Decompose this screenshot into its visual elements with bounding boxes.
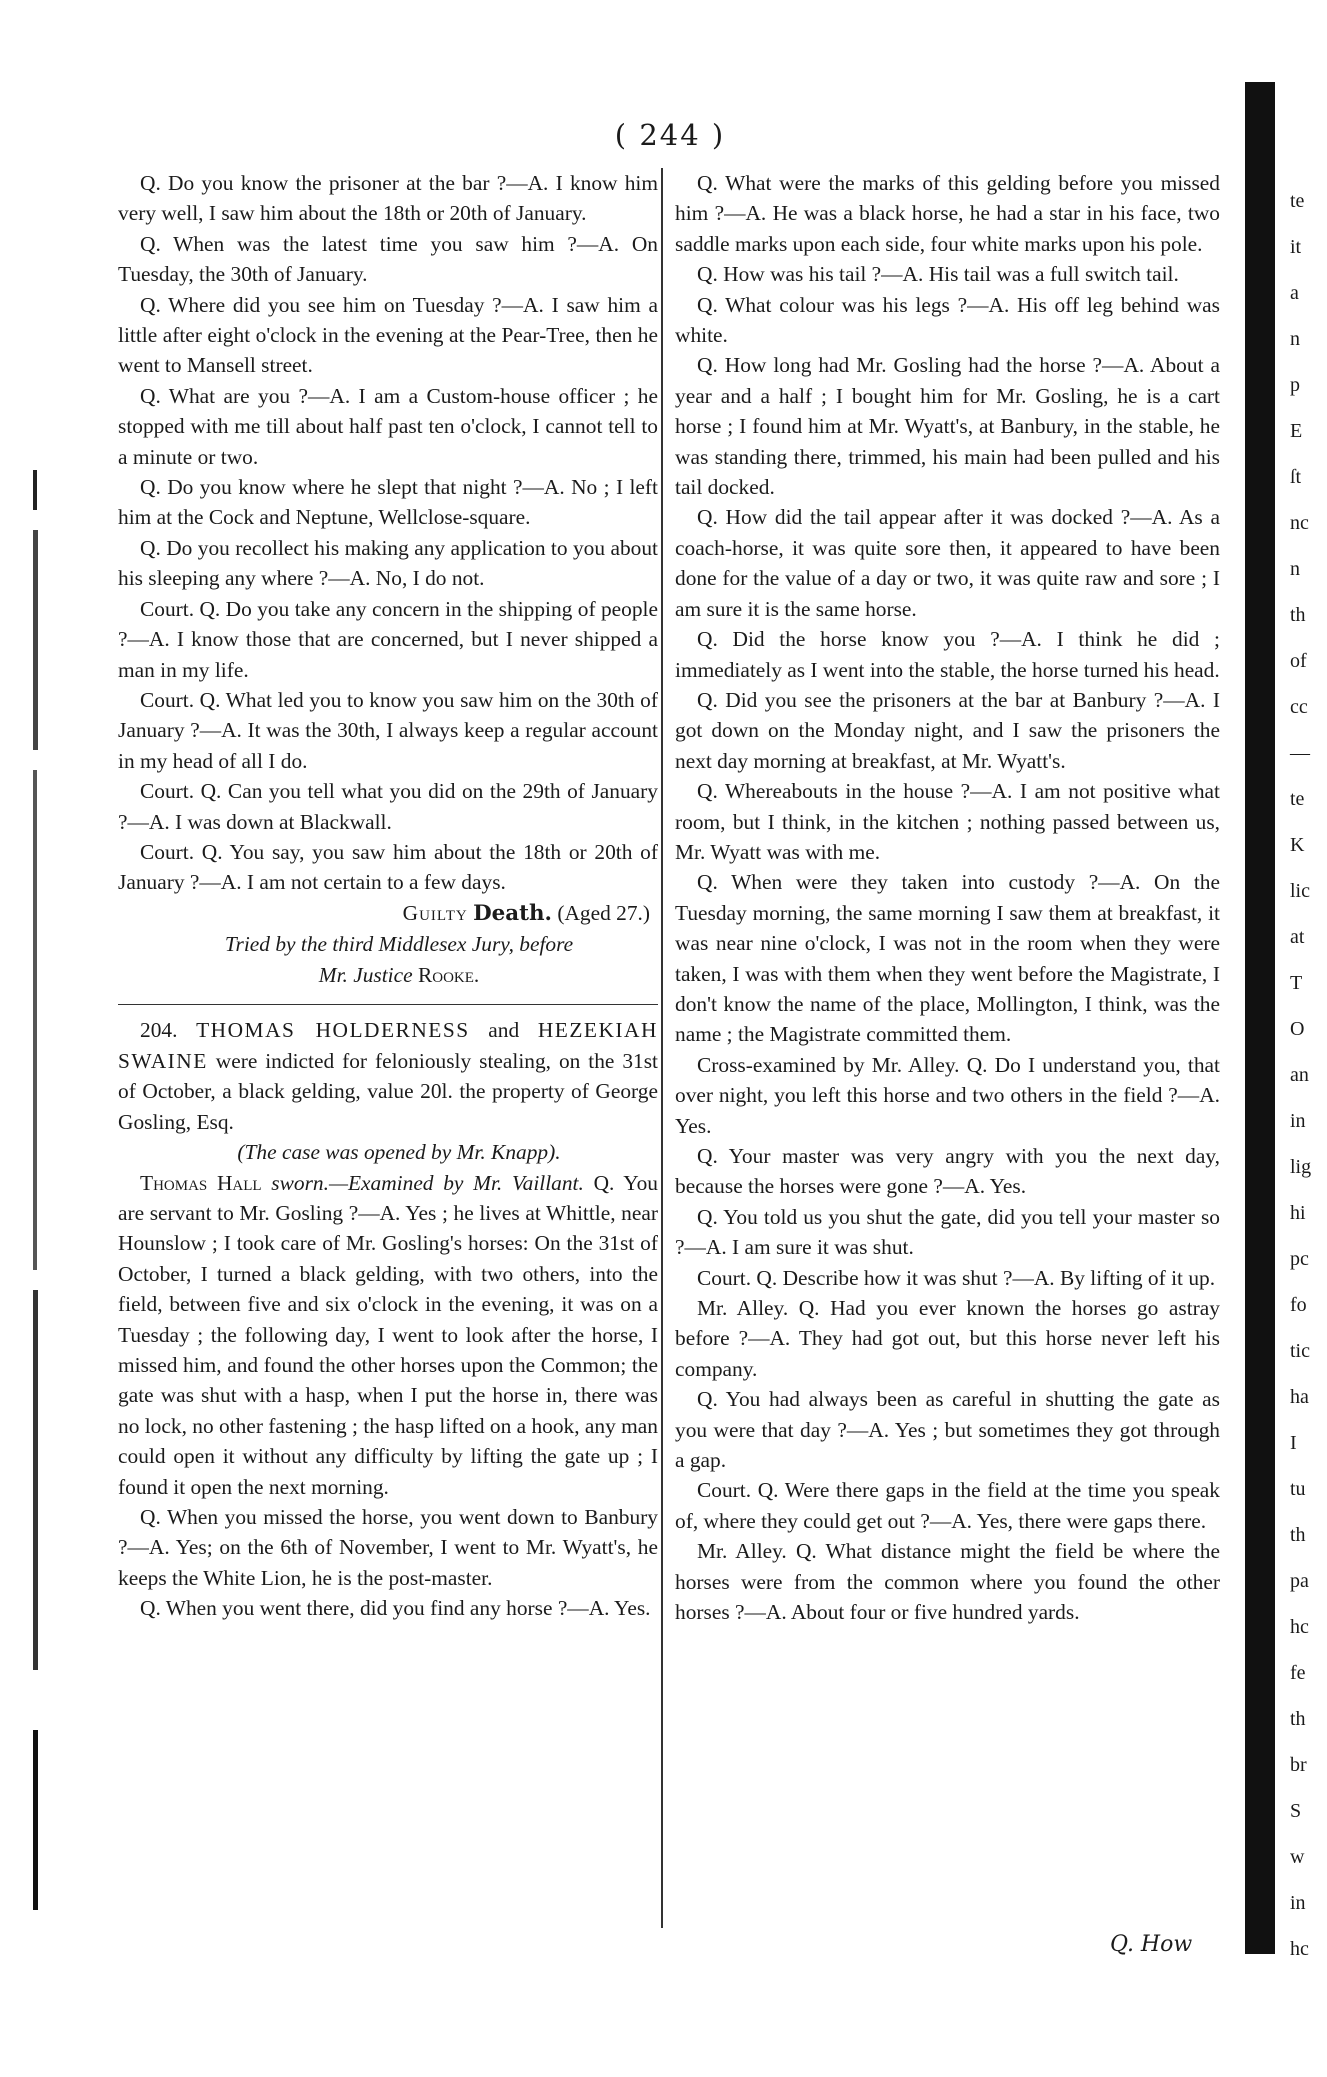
margin-fragment-21: lig <box>1290 1156 1312 1178</box>
catchword: Q. How <box>1110 1932 1193 1957</box>
margin-fragment-23: pc <box>1290 1248 1309 1270</box>
margin-fragment-16: at <box>1290 926 1305 948</box>
margin-fragment-13: te <box>1290 788 1305 810</box>
margin-fragment-15: lic <box>1290 880 1310 902</box>
margin-fragment-30: pa <box>1290 1570 1309 1592</box>
left-paragraphs-2 <box>118 1502 658 1624</box>
witness-sworn: sworn.—Examined by Mr. Vaillant. <box>271 1170 584 1195</box>
margin-fragment-0: te <box>1290 190 1305 212</box>
right-paragraph-8: Q. When were they taken into custody ?—A. On the Tuesday morning, the same morning I saw them at breakfast, it was near nine o'clock, I was not in the room when they were taken, I was with them when they went before the Magistrate, I don't know the name of the place, Mollington, I think, was the name ; the Magistrate committed them. <box>675 870 1220 1047</box>
right-paragraph-0: Q. What were the marks of this gelding before you missed him ?—A. He was a black horse, he had a star in his face, two saddle marks upon each side, four white marks upon his pole. <box>675 171 1220 256</box>
case-heading <box>118 1015 658 1137</box>
margin-fragment-34: br <box>1290 1754 1307 1776</box>
right-paragraph-11: Q. You told us you shut the gate, did you tell your master so ?—A. I am sure it was shut. <box>675 1204 1220 1260</box>
right-paragraph-16: Mr. Alley. Q. What distance might the field be where the horses were from the common where you found the other horses ?—A. About four or five hundred yards. <box>675 1539 1220 1625</box>
margin-fragment-4: p <box>1290 374 1300 396</box>
right-paragraph-2: Q. What colour was his legs ?—A. His off leg behind was white. <box>675 292 1220 348</box>
margin-fragment-29: th <box>1290 1524 1306 1546</box>
right-paragraph-9: Cross-examined by Mr. Alley. Q. Do I understand you, that over night, you left this horse and two others in the field ?—A. Yes. <box>675 1052 1220 1138</box>
margin-fragment-27: I <box>1290 1432 1297 1454</box>
right-paragraph-15: Court. Q. Were there gaps in the field at the time you speak of, where they could get out ?—A. Yes, there were gaps there. <box>675 1478 1220 1533</box>
margin-fragment-31: hc <box>1290 1616 1309 1638</box>
margin-fragment-3: n <box>1290 328 1300 350</box>
binding-edge <box>1245 82 1275 1954</box>
right-paragraph-7: Q. Whereabouts in the house ?—A. I am not positive what room, but I think, in the kitchen ; nothing passed between us, Mr. Wyatt was with me. <box>675 779 1220 864</box>
margin-fragment-8: n <box>1290 558 1300 580</box>
margin-fragment-37: in <box>1290 1892 1306 1914</box>
verdict-age: (Aged 27.) <box>557 900 650 925</box>
margin-fragment-6: ſt <box>1290 466 1302 488</box>
right-paragraph-1: Q. How was his tail ?—A. His tail was a full switch tail. <box>697 262 1179 287</box>
left-paragraph-5: Q. Do you recollect his making any application to you about his sleeping any where ?—A. No, I do not. <box>118 535 658 591</box>
witness-text: Q. You are servant to Mr. Gosling ?—A. Yes ; he lives at Whittle, near Hounslow ; I took care of Mr. Gosling's horses: On the 31st of October, I turned a black gelding, with two others, into the field, between five and six o'clock in the evening, it was on a Tuesday ; the following day, I went to look after the horse, I missed him, and found the other horses upon the Common; the gate was shut with a hasp, when I put the horse in, there was no lock, no other fastening ; the hasp lifted on a hook, any man could open it without any difficulty by lifting the gate up ; I found it open the next morning. <box>118 1170 658 1499</box>
margin-fragment-17: T <box>1290 972 1303 994</box>
margin-fragment-11: cc <box>1290 696 1308 718</box>
witness-name: Thomas Hall <box>140 1170 262 1195</box>
case-opened: (The case was opened by Mr. Knapp). <box>237 1140 561 1165</box>
column-divider <box>661 168 663 1928</box>
case-names-1: THOMAS HOLDERNESS <box>196 1018 470 1043</box>
page-number: ( 244 ) <box>614 118 726 152</box>
verdict-label: Guilty <box>402 900 468 925</box>
margin-fragment-28: tu <box>1290 1478 1306 1500</box>
right-paragraph-13: Mr. Alley. Q. Had you ever known the horses go astray before ?—A. They had got out, but this horse never left his company. <box>675 1296 1220 1381</box>
left-paragraph-8: Court. Q. Can you tell what you did on the 29th of January ?—A. I was down at Blackwall. <box>118 779 658 834</box>
right-paragraph-12: Court. Q. Describe how it was shut ?—A. By lifting of it up. <box>697 1265 1216 1290</box>
left-paragraph-3: Q. What are you ?—A. I am a Custom-house officer ; he stopped with me till about half past ten o'clock, I cannot tell to a minute or two. <box>118 383 658 469</box>
margin-fragment-20: in <box>1290 1110 1306 1132</box>
left-paragraph-b-1: Q. When you went there, did you find any horse ?—A. Yes. <box>140 1596 651 1621</box>
margin-fragment-26: ha <box>1290 1386 1309 1408</box>
left-paragraph-4: Q. Do you know where he slept that night ?—A. No ; I left him at the Cock and Neptune, Wellclose-square. <box>118 475 658 530</box>
margin-fragment-14: K <box>1290 834 1305 856</box>
margin-fragment-2: a <box>1290 282 1299 304</box>
right-paragraph-4: Q. How did the tail appear after it was docked ?—A. As a coach-horse, it was quite sore then, it appeared to have been done for the value of a day or two, it was quite raw and sore ; I am sure it is the same horse. <box>675 505 1220 621</box>
tried-line-2-text: Mr. Justice <box>318 962 413 987</box>
margin-fragment-22: hi <box>1290 1202 1306 1224</box>
left-paragraph-6: Court. Q. Do you take any concern in the shipping of people ?—A. I know those that are concerned, but I never shipped a man in my life. <box>118 596 658 682</box>
right-paragraph-14: Q. You had always been as careful in shutting the gate as you were that day ?—A. Yes ; but sometimes they got through a gap. <box>675 1387 1220 1473</box>
case-names-2: HEZEKIAH SWAINE <box>118 1018 658 1073</box>
margin-fragment-24: fo <box>1290 1294 1307 1316</box>
right-paragraph-10: Q. Your master was very angry with you the next day, because the horses were gone ?—A. Yes. <box>675 1144 1220 1199</box>
tried-line-2 <box>118 960 658 990</box>
margin-fragment-10: of <box>1290 650 1307 672</box>
margin-fragment-1: it <box>1290 236 1302 258</box>
left-paragraph-1: Q. When was the latest time you saw him ?—A. On Tuesday, the 30th of January. <box>118 231 658 287</box>
right-paragraphs <box>675 168 1220 1628</box>
case-number: 204. <box>140 1018 178 1043</box>
verdict-sentence: Death. <box>473 900 552 926</box>
margin-fragment-35: S <box>1290 1800 1302 1822</box>
right-paragraph-5: Q. Did the horse know you ?—A. I think he did ; immediately as I went into the stable, the horse turned his head. <box>675 627 1220 682</box>
case-divider <box>118 1004 658 1006</box>
margin-fragment-12: — <box>1290 742 1310 764</box>
case-rest: were indicted for feloniously stealing, on the 31st of October, a black gelding, value 20l. the property of George Gosling, Esq. <box>118 1048 658 1134</box>
left-column <box>118 168 658 1624</box>
margin-fragment-32: fe <box>1290 1662 1306 1684</box>
margin-fragment-19: an <box>1290 1064 1309 1086</box>
margin-fragment-5: E <box>1290 420 1303 442</box>
margin-fragment-9: th <box>1290 604 1306 626</box>
right-paragraph-6: Q. Did you see the prisoners at the bar at Banbury ?—A. I got down on the Monday night, and I saw the prisoners the next day morning at breakfast, at Mr. Wyatt's. <box>675 687 1220 773</box>
left-paragraph-0: Q. Do you know the prisoner at the bar ?—A. I know him very well, I saw him about the 18th or 20th of January. <box>118 171 658 226</box>
left-edge-marks <box>32 470 40 1930</box>
left-paragraph-7: Court. Q. What led you to know you saw him on the 30th of January ?—A. It was the 30th, I always keep a regular account in my head of all I do. <box>118 687 658 773</box>
tried-line-1: Tried by the third Middlesex Jury, before <box>224 932 574 957</box>
margin-fragment-33: th <box>1290 1708 1306 1730</box>
right-column <box>675 168 1220 1628</box>
left-paragraphs <box>118 168 658 898</box>
margin-fragment-7: nc <box>1290 512 1309 534</box>
margin-fragment-38: hc <box>1290 1938 1309 1960</box>
left-paragraph-2: Q. Where did you see him on Tuesday ?—A. I saw him a little after eight o'clock in the evening at the Pear-Tree, then he went to Mansell street. <box>118 292 658 378</box>
left-paragraph-b-0: Q. When you missed the horse, you went down to Banbury ?—A. Yes; on the 6th of November, I went to Mr. Wyatt's, he keeps the White Lion, he is the post-master. <box>118 1504 658 1590</box>
witness-paragraph <box>118 1168 658 1502</box>
margin-fragment-25: tic <box>1290 1340 1310 1362</box>
verdict-line <box>118 898 658 929</box>
margin-fragment-18: O <box>1290 1018 1305 1040</box>
right-paragraph-3: Q. How long had Mr. Gosling had the horse ?—A. About a year and a half ; I bought him for Mr. Gosling, he is a cart horse ; I found him at Mr. Wyatt's, at Banbury, in the stable, he was standing there, trimmed, his main had been pulled and his tail docked. <box>675 353 1220 500</box>
left-paragraph-9: Court. Q. You say, you saw him about the 18th or 20th of January ?—A. I am not certain to a few days. <box>118 839 658 895</box>
tried-judge: Rooke. <box>417 962 480 987</box>
margin-fragment-36: w <box>1290 1846 1305 1868</box>
case-and: and <box>488 1018 520 1043</box>
